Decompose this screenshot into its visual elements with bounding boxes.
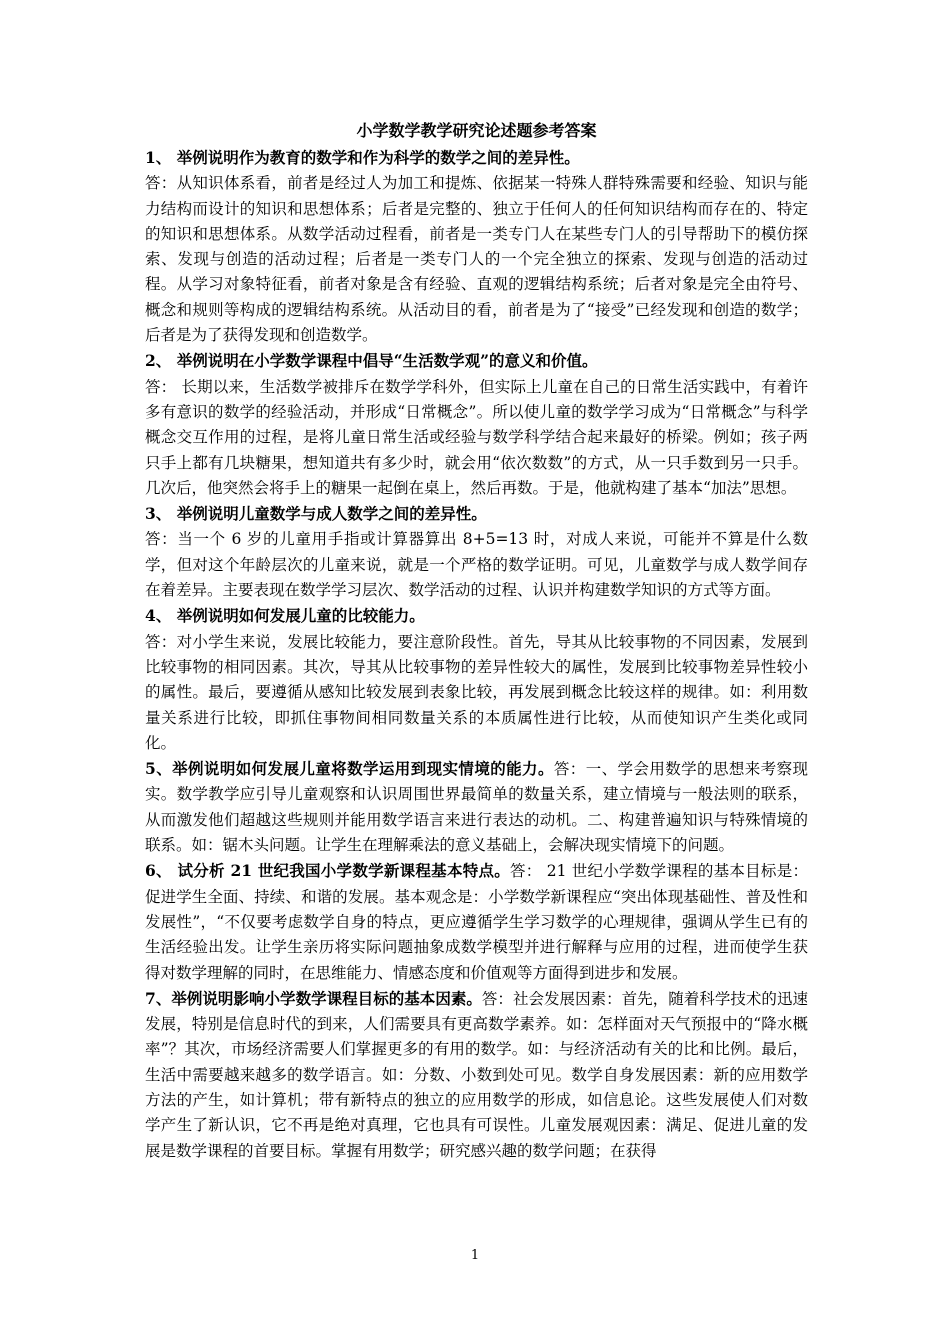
question-number: 7、 [145,988,172,1008]
answer-4: 答：对小学生来说，发展比较能力，要注意阶段性。首先，导其从比较事物的不同因素，发展到比较事物的相同因素。其次，导其从比较事物的差异性较大的属性，发展到比较事物差异性较小的属性。最后，要遵循从感知比较发展到表象比较，再发展到概念比较这样的规律。如：利用数量关系进行比较，即抓住事物间相同数量关系的本质属性进行比较，从而使知识产生类化或同化。 [145,632,808,752]
question-4 [145,603,808,629]
question-heading: 举例说明作为教育的数学和作为科学的数学之间的差异性。 [171,148,580,167]
question-number: 4、 [145,606,172,626]
question-5 [145,756,808,858]
answer-2: 答： 长期以来，生活数学被排斥在数学学科外，但实际上儿童在自己的日常生活实践中，有着许多有意识的数学的经验活动，并形成“日常概念”。所以使儿童的数学学习成为“日常概念”与科学概念交互作用的过程，是将儿童日常生活或经验与数学科学结合起来最好的桥梁。例如；孩子两只手上都有几块糖果，想知道共有多少时，就会用“依次数数”的方式，从一只手数到另一只手。几次后，他突然会将手上的糖果一起倒在桌上，然后再数。于是，他就构建了基本“加法”思想。 [145,377,808,497]
answer-5: 答：一、学会用数学的思想来考察现实。数学教学应引导儿童观察和认识周围世界最简单的数量关系，建立情境与一般法则的联系，从而激发他们超越这些规则并能用数学语言来进行表达的动机。二、构建普遍知识与特殊情境的联系。如：锯木头问题。让学生在理解乘法的意义基础上，会解决现实情境下的问题。 [145,760,808,855]
page-number: 1 [470,1248,480,1263]
document-page [145,118,808,1164]
question-heading: 举例说明如何发展儿童将数学运用到现实情境的能力。 [172,759,554,779]
question-2 [145,348,808,374]
question-3 [145,501,808,527]
question-heading: 举例说明影响小学数学课程目标的基本因素。 [171,988,482,1008]
answer-1: 答：从知识体系看，前者是经过人为加工和提炼、依据某一特殊人群特殊需要和经验、知识与能力结构而设计的知识和思想体系；后者是完整的、独立于任何人的任何知识结构而存在的、特定的知识和思想体系。从数学活动过程看，前者是一类专门人在某些专门人的引导帮助下的模仿探索、发现与创造的活动过程；后者是一类专门人的一个完全独立的探索、发现与创造的活动过程。从学习对象特征看，前者对象是含有经验、直观的逻辑结构系统；后者对象是完全由符号、概念和规则等构成的逻辑结构系统。从活动目的看，前者是为了“接受”已经发现和创造的数学；后者是为了获得发现和创造数学。 [145,174,808,345]
question-heading: 试分析 21 世纪我国小学数学新课程基本特点。 [171,861,511,881]
answer-3: 答：当一个 6 岁的儿童用手指或计算器算出 8+5=13 时，对成人来说，可能并不算是什么数学，但对这个年龄层次的儿童来说，就是一个严格的数学证明。可见，儿童数学与成人数学间存在着差异。主要表现在数学学习层次、数学活动的过程、认识并构建数学知识的方式等方面。 [145,530,808,600]
document-title: 小学数学教学研究论述题参考答案 [356,121,597,140]
question-heading: 举例说明如何发展儿童的比较能力。 [171,606,425,626]
question-number: 1、 [145,148,172,167]
question-6 [145,858,808,985]
question-heading: 举例说明在小学数学课程中倡导“生活数学观”的意义和价值。 [171,351,598,371]
question-number: 2、 [145,351,172,371]
question-7 [145,986,808,1164]
answer-6: 答： 21 世纪小学数学课程的基本目标是：促进学生全面、持续、和谐的发展。基本观念是：小学数学新课程应“突出体现基础性、普及性和发展性”，“不仅要考虑数学自身的特点，更应遵循学生学习数学的心理规律，强调从学生已有的生活经验出发。让学生亲历将实际问题抽象成数学模型并进行解释与应用的过程，进而使学生获得对数学理解的同时，在思维能力、情感态度和价值观等方面得到进步和发展。 [145,862,808,982]
question-number: 3、 [145,504,172,524]
question-number: 5、 [145,759,173,779]
answer-7: 答：社会发展因素：首先，随着科学技术的迅速发展，特别是信息时代的到来，人们需要具有更高数学素养。如：怎样面对天气预报中的“降水概率”？其次，市场经济需要人们掌握更多的有用的数学。如：与经济活动有关的比和比例。最后，生活中需要越来越多的数学语言。如：分数、小数到处可见。数学自身发展因素：新的应用数学方法的产生，如计算机；带有新特点的独立的应用数学的形成，如信息论。这些发展使人们对数学产生了新认识，它不再是绝对真理，它也具有可误性。儿童发展观因素：满足、促进儿童的发展是数学课程的首要目标。掌握有用数学；研究感兴趣的数学问题；在获得 [145,989,808,1160]
question-heading: 举例说明儿童数学与成人数学之间的差异性。 [171,504,487,524]
question-number: 6、 [145,861,172,881]
question-1 [145,145,808,171]
